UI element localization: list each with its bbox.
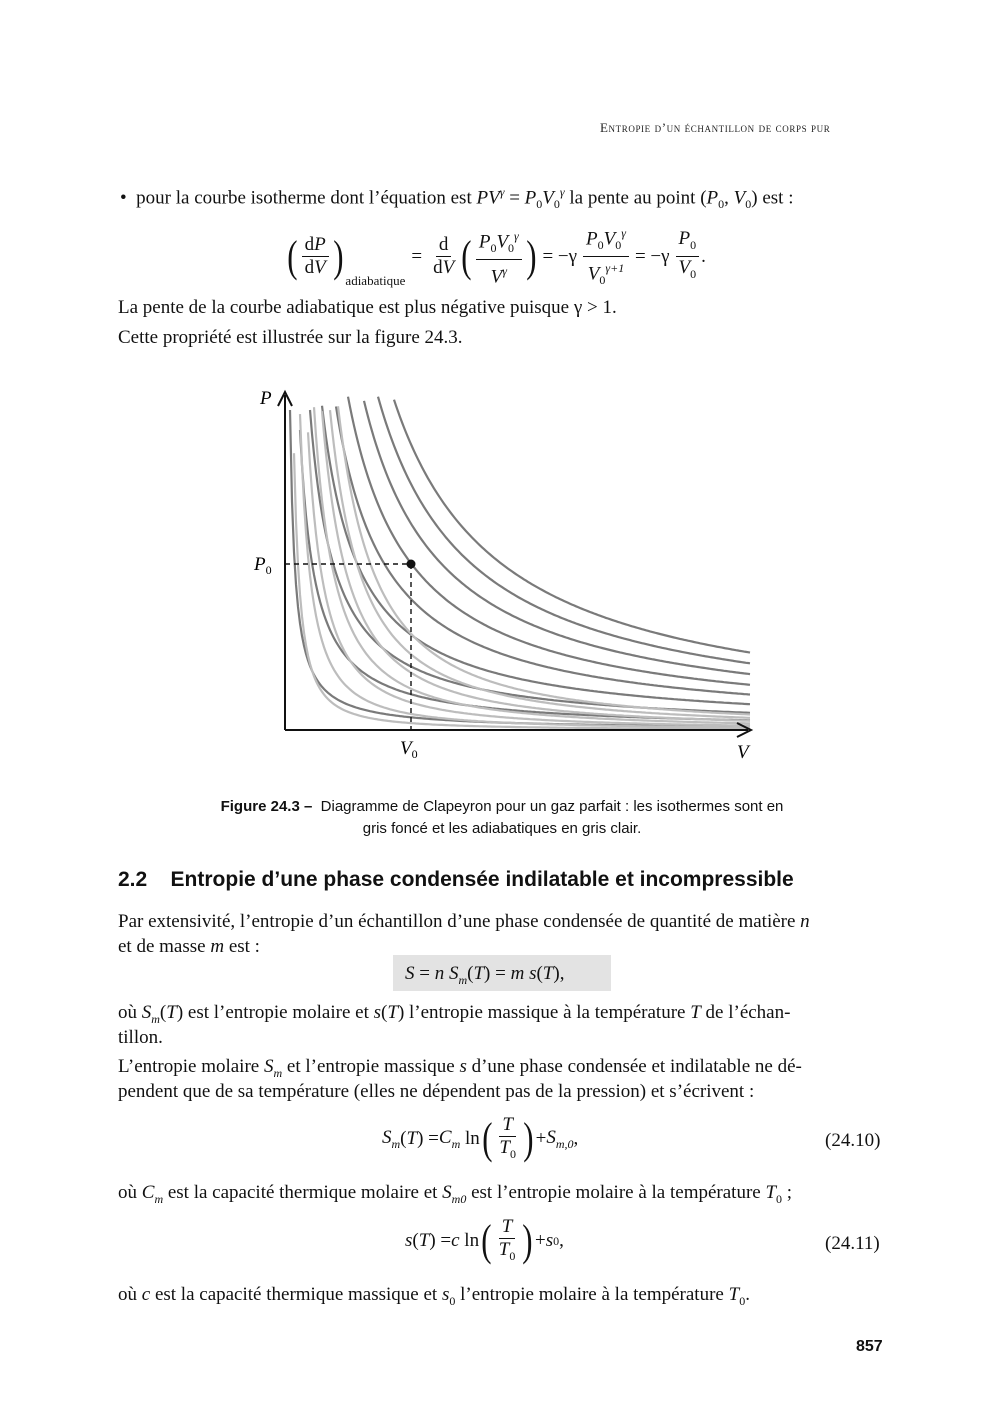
- axis-y-label: P: [260, 388, 272, 409]
- isotherm-curve-7: [364, 401, 750, 674]
- para2-line2: et de masse m est :: [118, 936, 260, 957]
- para4-line1: L’entropie molaire $S_m$ et l’entropie massique s d’une phase condensée et indilatable ne dé-: [118, 1056, 802, 1080]
- clapeyron-diagram: [240, 380, 770, 770]
- bullet-dot: •: [120, 187, 127, 209]
- para6: où c est la capacité thermique massique et $s_0$ l’entropie molaire à la température $T_0$.: [118, 1284, 750, 1308]
- bullet-text-end: est :: [762, 187, 794, 209]
- adiabatique-subscript: adiabatique: [345, 273, 406, 289]
- curves-group: [290, 397, 750, 729]
- para1-line2: Cette propriété est illustrée sur la figure 24.3.: [118, 327, 463, 348]
- point-p0v0: [407, 560, 416, 569]
- isotherm-curve-9: [394, 400, 750, 653]
- v0-label: $V_0$: [400, 738, 418, 761]
- para4-line2: pendent que de sa température (elles ne dépendent pas de la pression) et s’écrivent :: [118, 1081, 755, 1102]
- para3-line2: tillon.: [118, 1027, 163, 1048]
- eq-number-24-10: (24.10): [825, 1130, 881, 1151]
- caption-label: Figure 24.3 –: [220, 798, 313, 815]
- para3-line1: où $S_m(T)$ est l’entropie molaire et s(T) l’entropie massique à la température T de l’échan-: [118, 1002, 791, 1026]
- bullet-text-before: pour la courbe isotherme dont l’équation est: [136, 187, 472, 209]
- isotherm-curve-3: [310, 410, 750, 713]
- bullet-text-mid: la pente au point: [569, 187, 696, 209]
- para5: où $C_m$ est la capacité thermique molaire et $S_{m0}$ est l’entropie molaire à la température $T_0$ ;: [118, 1182, 793, 1206]
- caption-text-line1: Diagramme de Clapeyron pour un gaz parfait : les isothermes sont en: [320, 798, 784, 815]
- para2-line1: Par extensivité, l’entropie d’un échantillon d’une phase condensée de quantité de matière n: [118, 911, 810, 932]
- isotherm-curve-4: [322, 406, 750, 705]
- section-number: 2.2: [118, 868, 148, 891]
- section-title-text: Entropie d’une phase condensée indilatable et incompressible: [170, 868, 794, 891]
- adiabatic-curve-7: [338, 406, 750, 714]
- para1-line1: La pente de la courbe adiabatique est plus négative puisque γ > 1.: [118, 297, 617, 318]
- figure-caption: [150, 796, 854, 840]
- eq-number-24-11: (24.11): [825, 1233, 880, 1254]
- equation-24-11: s ( T ) = c ln ( $\frac{T}{T_0}$ ) + s 0 ,: [405, 1216, 564, 1266]
- running-head: Entropie d’un échantillon de corps pur: [600, 120, 831, 135]
- caption-text-line2: gris foncé et les adiabatiques en gris clair.: [362, 820, 642, 837]
- p0-label: $P_0$: [254, 554, 272, 577]
- slope-equation: ( $\frac{dP}{dV}$ ) adiabatique = $\frac{d}{dV}$ ( $\frac{P_0V_0^\gamma}{V^\gamma}$ ) = −γ $\frac{P_0V_0^\gamma}{V_0^{\gamma+1}}$ = −γ $\frac{P_0}{V_0}$ .: [285, 222, 706, 291]
- entropy-equation: S = n $S_m(T) = m$ s(T),: [405, 963, 565, 987]
- equation-24-10: $S_m$ ( T ) = $C_m$ ln ( $\frac{T}{T_0}$ ) + $S_{m,0}$ ,: [382, 1114, 579, 1164]
- page-number: 857: [856, 1338, 883, 1355]
- axis-x-label: V: [737, 742, 749, 763]
- bullet-line: • pour la courbe isotherme dont l’équation est $PV^\gamma = P_0V_0^\gamma$ la pente au point ($P_0$, $V_0$) est :: [120, 185, 794, 212]
- section-title: [118, 868, 794, 892]
- isotherm-curve-5: [336, 407, 750, 695]
- isotherm-curve-8: [378, 397, 750, 664]
